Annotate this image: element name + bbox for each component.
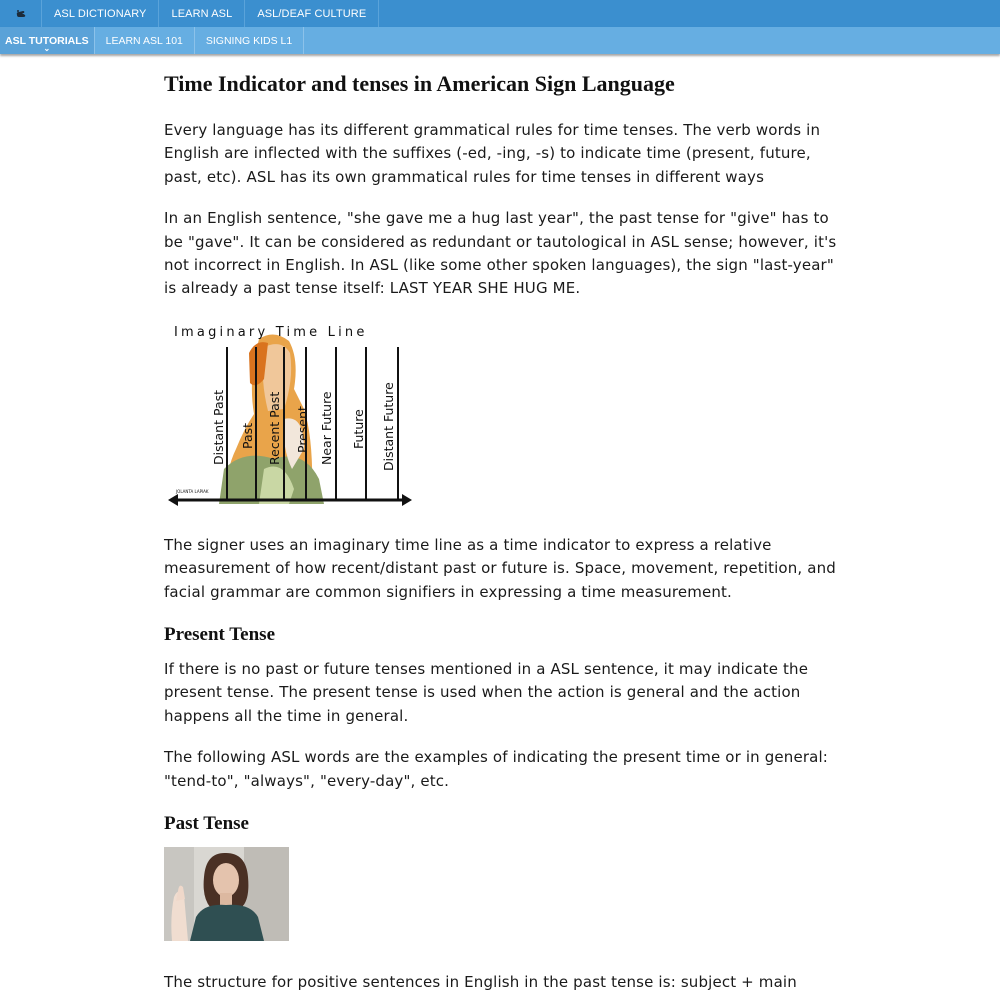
label-present: Present	[295, 405, 310, 453]
nav-item-learn-asl[interactable]: LEARN ASL	[159, 0, 245, 27]
present-tense-heading: Present Tense	[164, 624, 276, 646]
subnav-item-signing-kids-l1[interactable]: SIGNING KIDS L1	[195, 27, 304, 54]
intro-paragraph-1: Every language has its different grammatical rules for time tenses. The verb words in English are inflected with the suffixes (-ed, -ing, -s) to indicate time (present, future, past, etc). ASL has its own grammatical rules for time tenses in different ways	[164, 121, 821, 186]
figure-credit: JOLANTA LAPIAK	[176, 488, 209, 494]
article	[164, 68, 844, 1000]
label-distant-future: Distant Future	[381, 382, 396, 471]
present-paragraph-1: If there is no past or future tenses mentioned in a ASL sentence, it may indicate the present tense. The present tense is used when the action is general and the action happens all the time in general.	[164, 660, 809, 725]
subnav-item-asl-tutorials[interactable]	[0, 27, 95, 54]
time-line-illustration	[164, 319, 414, 514]
label-distant-past: Distant Past	[211, 389, 226, 465]
present-paragraph-2: The following ASL words are the examples of indicating the present time or in general: "tend-to", "always", "every-day", etc.	[164, 748, 829, 790]
past-tense-signer-photo	[164, 847, 289, 941]
subnav-item-learn-asl-101[interactable]: LEARN ASL 101	[95, 27, 195, 54]
main-nav	[0, 0, 1000, 27]
label-near-future: Near Future	[319, 391, 334, 465]
past-tense-heading: Past Tense	[164, 813, 249, 835]
intro-paragraph-2: In an English sentence, "she gave me a hug last year", the past tense for "give" has to be "gave". It can be considered as redundant or tautological in ASL sense; however, it's not incorrect in English. In ASL (like some other spoken languages), the sign "last-year" is already a past tense itself: LAST YEAR SHE HUG ME.	[164, 209, 837, 298]
timeline-paragraph: The signer uses an imaginary time line as a time indicator to express a relative measurement of how recent/distant past or future is. Space, movement, repetition, and facial grammar are common signifiers in expressing a time measurement.	[164, 535, 836, 601]
imaginary-time-line-figure	[164, 319, 414, 514]
nav-item-asl-dictionary[interactable]: ASL DICTIONARY	[42, 0, 159, 27]
page-title: Time Indicator and tenses in American Sign Language	[164, 71, 675, 96]
figure-title: Imaginary Time Line	[174, 324, 368, 340]
nav-item-asl-deaf-culture[interactable]: ASL/DEAF CULTURE	[245, 0, 379, 27]
home-logo-link[interactable]	[0, 0, 42, 27]
label-recent-past: Recent Past	[267, 391, 282, 465]
label-past: Past	[240, 422, 255, 449]
chevron-down-icon: ⌄	[43, 44, 51, 53]
hand-logo-icon	[14, 8, 28, 20]
label-future: Future	[351, 409, 366, 449]
past-paragraph-1: The structure for positive sentences in English in the past tense is: subject + main	[164, 973, 797, 992]
sub-nav	[0, 27, 1000, 54]
subnav-item-label: ASL TUTORIALS	[5, 34, 89, 47]
